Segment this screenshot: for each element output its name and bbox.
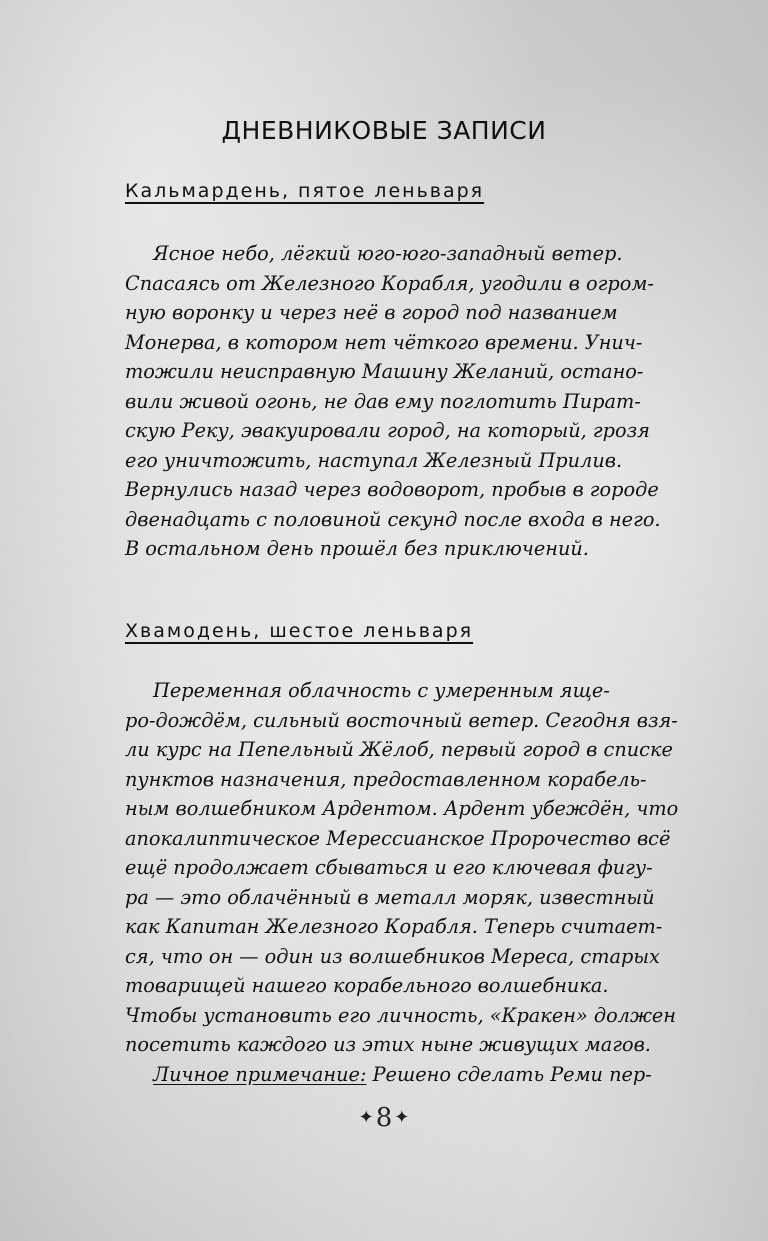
entry-line: апокалиптическое Мерессианское Пророчество всё (125, 826, 671, 850)
entry-line: Переменная облачность с умеренным яще- (153, 679, 610, 702)
entry-line: посетить каждого из этих ныне живущих магов. (125, 1033, 651, 1056)
entry-line: Чтобы установить его личность, «Кракен» должен (125, 1003, 676, 1027)
entry-line: ро-дождём, сильный восточный ветер. Сегодня взя- (125, 708, 678, 732)
entry-line: В остальном день прошёл без приключений. (125, 537, 589, 560)
entry-line: Ясное небо, лёгкий юго-юго-западный ветер. (153, 242, 623, 265)
entry-line: как Капитан Железного Корабля. Теперь считает- (125, 915, 663, 938)
entry-line: товарищей нашего корабельного волшебника. (125, 974, 609, 997)
personal-note-text: Решено сделать Реми пер- (366, 1062, 652, 1086)
entry-line: двенадцать с половиной секунд после входа в него. (125, 507, 661, 531)
entry-line: Монерва, в котором нет чёткого времени. Унич- (125, 330, 643, 354)
entry-line: ещё продолжает сбываться и его ключевая фигу- (125, 856, 653, 879)
entry-line: ра — это облачённый в металл моряк, известный (125, 885, 655, 909)
entry-line: Вернулись назад через водоворот, пробыв в городе (125, 478, 659, 501)
entry-line: ся, что он — один из волшебников Мереса, старых (125, 944, 660, 968)
ornament-right-icon: ✦ (394, 1107, 410, 1128)
entry-line: ли курс на Пепельный Жёлоб, первый город в списке (125, 738, 673, 761)
entry-body-2 (125, 676, 679, 1089)
ornament-left-icon: ✦ (358, 1107, 374, 1128)
entry-line: тожили неисправную Машину Желаний, остано- (125, 360, 644, 383)
personal-note-label: Личное примечание: (153, 1062, 367, 1086)
entry-line: Спасаясь от Железного Корабля, угодили в огром- (125, 271, 654, 295)
page-title: ДНЕВНИКОВЫЕ ЗАПИСИ (221, 116, 547, 145)
entry-line: пунктов назначения, предоставленном корабель- (125, 767, 647, 791)
entry-body-1 (125, 239, 670, 564)
entry-line: скую Реку, эвакуировали город, на который, грозя (125, 419, 650, 442)
entry-line: ным волшебником Ардентом. Ардент убеждён, что (125, 797, 679, 820)
entry-heading-1: Кальмардень, пятое леньваря (125, 180, 485, 202)
entry-line: вили живой огонь, не дав ему поглотить Пират- (125, 389, 641, 413)
page-number-value: 8 (375, 1103, 393, 1133)
entry-line: ную воронку и через неё в город под названием (125, 301, 618, 324)
entry-line: его уничтожить, наступал Железный Прилив. (125, 448, 623, 472)
personal-note-line (125, 1060, 670, 1090)
page-number (0, 1103, 768, 1133)
entry-heading-2: Хвамодень, шестое леньваря (125, 620, 474, 642)
